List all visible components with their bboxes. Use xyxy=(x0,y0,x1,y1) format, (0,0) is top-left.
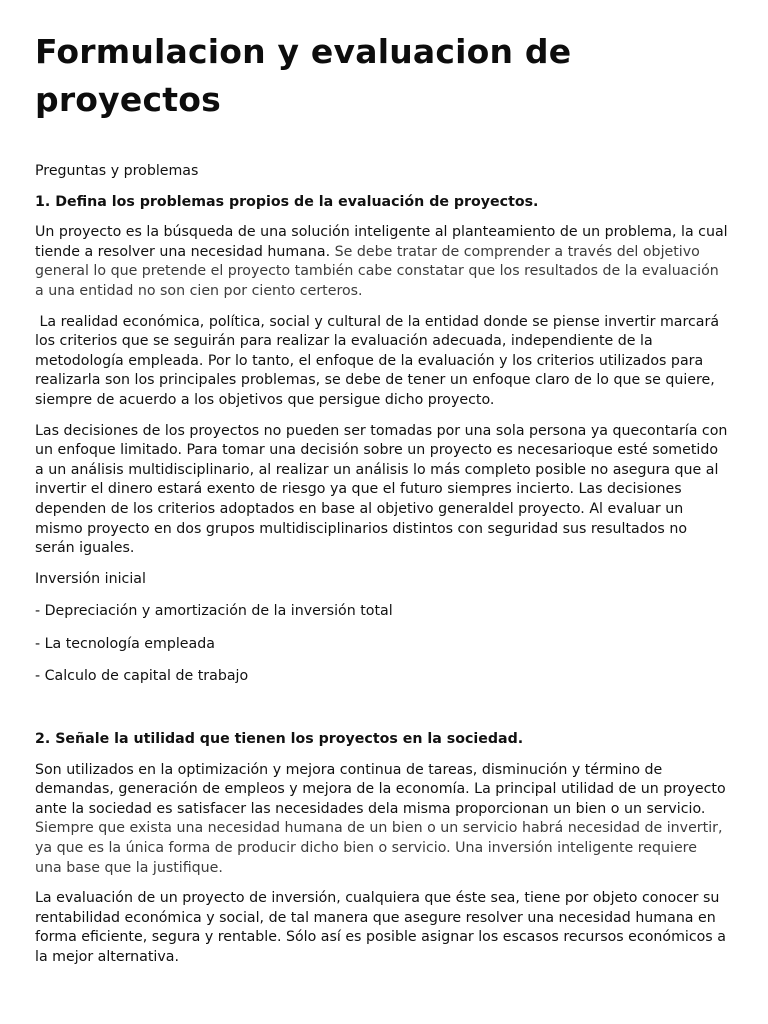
document-subtitle: Preguntas y problemas xyxy=(35,163,199,179)
q2-paragraph-2: La evaluación de un proyecto de inversión, cualquiera que éste sea, tiene por objeto conocer su rentabilidad económica y social, de tal manera que asegure resolver una necesidad humana en forma eficiente, segura y rentable. Sólo así es posible asignar los escasos recursos económicos a la mejor alternativa. xyxy=(35,890,726,965)
question-1: 1. Defina los problemas propios de la evaluación de proyectos. xyxy=(35,193,539,210)
section-spacer xyxy=(35,700,728,730)
q1-paragraph-3: Las decisiones de los proyectos no pueden ser tomadas por una sola persona ya quecontaría con un enfoque limitado. Para tomar una decisión sobre un proyecto es necesarioque esté sometido a un análisis multidisciplinario, al realizar un análisis lo más completo posible no asegura que al invertir el dinero estará exento de riesgo ya que el futuro siempres incierto. Las decisiones dependen de los criterios adoptados en base al objetivo generaldel proyecto. Al evaluar un mismo proyecto en dos grupos multidisciplinarios distintos con seguridad sus resultados no serán iguales. xyxy=(35,422,728,557)
q2-paragraph-1 xyxy=(35,761,728,879)
list-heading: Inversión inicial xyxy=(35,570,146,587)
q1-paragraph-1 xyxy=(35,223,728,301)
q1-paragraph-1-muted: Se debe tratar de comprender a través del objetivo general lo que pretende el proyecto también cabe constatar que los resultados de la evaluación a una entidad no son cien por ciento certeros. xyxy=(35,243,719,299)
document-title: Formulacion y evaluacion de proyectos xyxy=(35,32,572,119)
q1-paragraph-2: La realidad económica, política, social y cultural de la entidad donde se piense invertir marcará los criterios que se seguirán para realizar la evaluación adecuada, independiente de la metodología empleada. Por lo tanto, el enfoque de la evaluación y los criterios utilizados para realizarla son los principales problemas, se debe de tener un enfoque claro de lo que se quiere, siempre de acuerdo a los objetivos que persigue dicho proyecto. xyxy=(35,313,724,408)
list-item: - Calculo de capital de trabajo xyxy=(35,668,249,685)
list-item: - La tecnología empleada xyxy=(35,635,215,652)
document-body xyxy=(35,162,728,968)
list-item: - Depreciación y amortización de la inversión total xyxy=(35,603,393,620)
q1-paragraph-1-main: Un proyecto es la búsqueda de una solución inteligente al planteamiento de un problema, la cual tiende a resolver una necesidad humana. xyxy=(35,224,728,260)
q2-paragraph-1-muted: Siempre que exista una necesidad humana de un bien o un servicio habrá necesidad de invertir, ya que es la única forma de producir dicho bien o servicio. Una inversión inteligente requiere una base que la justifique. xyxy=(35,820,723,876)
question-2: 2. Señale la utilidad que tienen los proyectos en la sociedad. xyxy=(35,731,524,748)
q2-paragraph-1-main: Son utilizados en la optimización y mejora continua de tareas, disminución y término de demandas, generación de empleos y mejora de la economía. La principal utilidad de un proyecto ante la sociedad es satisfacer las necesidades dela misma proporcionan un bien o un servicio. xyxy=(35,761,726,817)
